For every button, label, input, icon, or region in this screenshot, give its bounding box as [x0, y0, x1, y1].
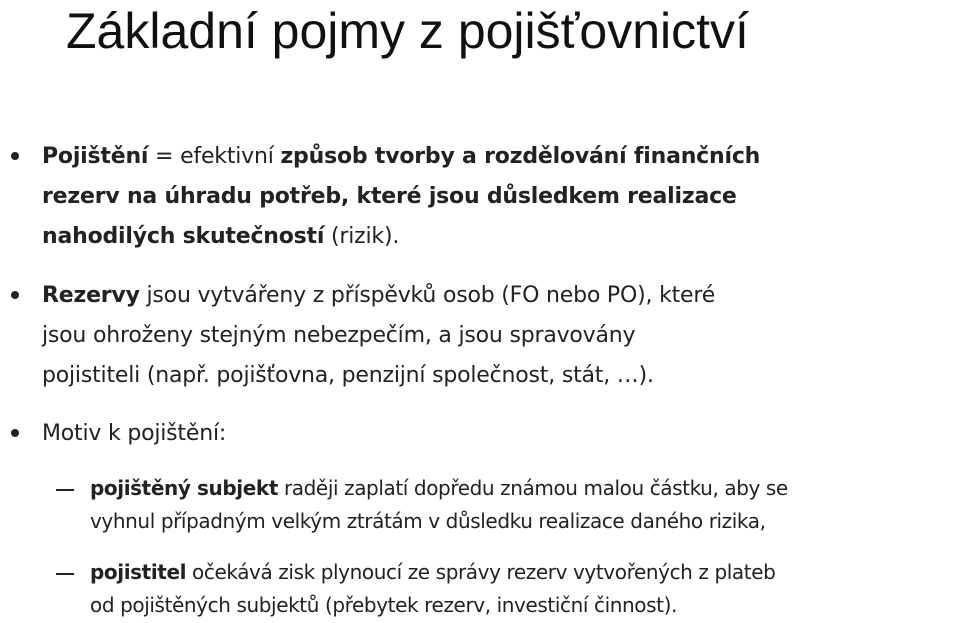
subbullet-line [90, 589, 677, 622]
bullet-line [42, 414, 226, 454]
bullet-dot [11, 152, 19, 160]
text-segment: vyhnul případným velkým ztrátám v důsledku realizace daného rizika, [90, 509, 766, 533]
bullet-dot [11, 429, 19, 437]
text-segment: raději zaplatí dopředu známou malou částku, aby se [277, 476, 788, 500]
text-segment: rezerv na úhradu potřeb, které jsou důsledkem realizace [42, 184, 737, 209]
subbullet-line [90, 556, 775, 589]
text-segment: Rezervy [42, 283, 140, 308]
text-segment: očekává zisk plynoucí ze správy rezerv vytvořených z plateb [186, 560, 776, 584]
dash-marker [56, 489, 74, 491]
text-segment: nahodilých skutečností [42, 224, 325, 249]
text-segment: pojištěný subjekt [90, 476, 278, 500]
bullet-line [42, 137, 760, 177]
text-segment: pojistiteli (např. pojišťovna, penzijní společnost, stát, …). [42, 363, 654, 388]
bullet-line [42, 177, 737, 217]
bullet-line [42, 356, 654, 396]
text-segment: jsou vytvářeny z příspěvků osob (FO nebo PO), které [139, 283, 716, 308]
text-segment: (rizik). [324, 224, 400, 249]
text-segment: jsou ohroženy stejným nebezpečím, a jsou spravovány [42, 323, 636, 348]
text-segment: Pojištění [42, 144, 149, 169]
text-segment: = efektivní [148, 144, 281, 169]
text-segment: od pojištěných subjektů (přebytek rezerv, investiční činnost). [90, 593, 677, 617]
subbullet-line [90, 472, 788, 505]
text-segment: pojistitel [90, 560, 187, 584]
bullet-line [42, 217, 399, 257]
text-segment: Motiv k pojištění: [42, 421, 227, 446]
slide-title: Základní pojmy z pojišťovnictví [66, 3, 749, 59]
dash-marker [56, 573, 74, 575]
bullet-line [42, 276, 715, 316]
bullet-dot [11, 291, 19, 299]
text-segment: způsob tvorby a rozdělování finančních [280, 144, 761, 169]
bullet-line [42, 316, 635, 356]
subbullet-line [90, 505, 766, 538]
